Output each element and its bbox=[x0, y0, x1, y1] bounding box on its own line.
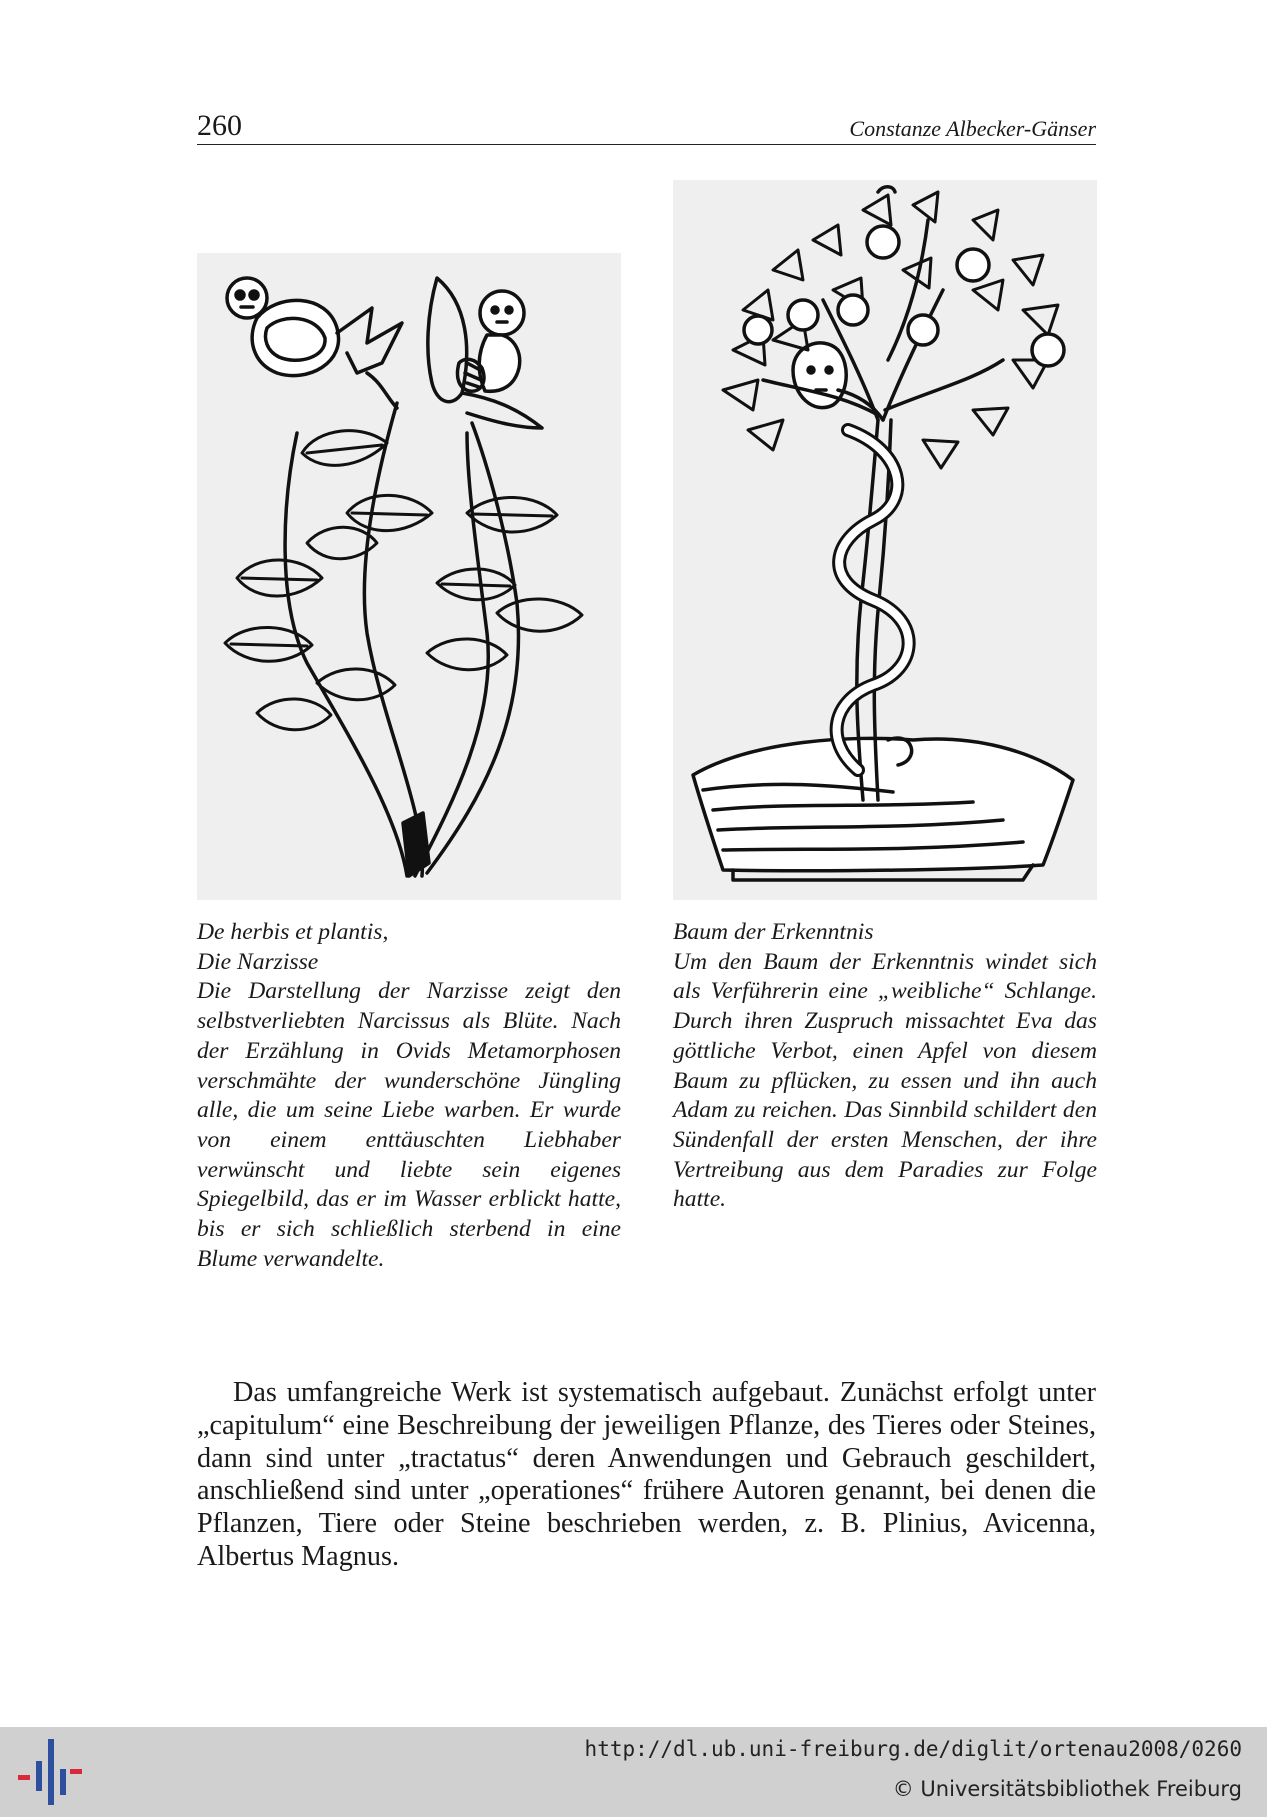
woodcut-tree-of-knowledge-illustration bbox=[673, 180, 1097, 900]
footer-copyright: © Universitätsbibliothek Freiburg bbox=[892, 1777, 1242, 1801]
footer-bar bbox=[0, 1727, 1267, 1817]
body-paragraph: Das umfangreiche Werk ist systematisch aufgebaut. Zunächst erfolgt unter „capitulum“ eine Beschreibung der jeweiligen Pflanze, des Tieres oder Steines, dann sind unter „tractatus“ deren Anwendungen und Gebrauch geschildert, anschließend sind unter „operationes“ frühere Autoren genannt, bei denen die Pflanzen, Tiere oder Steine beschrieben werden, z. B. Plinius, Avicenna, Albertus Magnus. bbox=[197, 1377, 1096, 1572]
running-head-author: Constanze Albecker-Gänser bbox=[849, 116, 1096, 141]
figure-tree-of-knowledge bbox=[673, 180, 1097, 900]
header-rule bbox=[197, 144, 1096, 145]
caption-narcissus bbox=[197, 918, 621, 1274]
figure-narcissus bbox=[197, 253, 621, 900]
caption-tree-of-knowledge bbox=[673, 918, 1097, 1215]
caption-description: Um den Baum der Erkenntnis windet sich als Verführerin eine „weibliche“ Schlange. Durch ihren Zuspruch missachtet Eva das göttliche Verbot, einen Apfel von diesem Baum zu pflücken, zu essen und ihn auch Adam zu reichen. Das Sinnbild schildert den Sündenfall der ersten Menschen, der ihre Vertreibung aus dem Paradies zur Folge hatte. bbox=[673, 948, 1097, 1213]
footer-url-link[interactable]: http://dl.ub.uni-freiburg.de/diglit/ortenau2008/0260 bbox=[584, 1737, 1242, 1761]
caption-description: Die Darstellung der Narzisse zeigt den selbstverliebten Narcissus als Blüte. Nach der Erzählung in Ovids Metamorphosen verschmähte der wunderschöne Jüngling alle, die um seine Liebe warben. Er wurde von einem enttäuschten Liebhaber verwünscht und liebte sein eigenes Spiegelbild, das er im Wasser erblickt hatte, bis er sich schließlich sterbend in eine Blume verwandelte. bbox=[197, 978, 621, 1272]
caption-title: Baum der Erkenntnis bbox=[673, 919, 874, 945]
ub-freiburg-logo-icon bbox=[16, 1739, 84, 1805]
woodcut-narcissus-illustration bbox=[197, 253, 621, 900]
caption-title: De herbis et plantis, bbox=[197, 919, 389, 945]
caption-subtitle: Die Narzisse bbox=[197, 948, 319, 975]
page-number: 260 bbox=[197, 109, 242, 142]
